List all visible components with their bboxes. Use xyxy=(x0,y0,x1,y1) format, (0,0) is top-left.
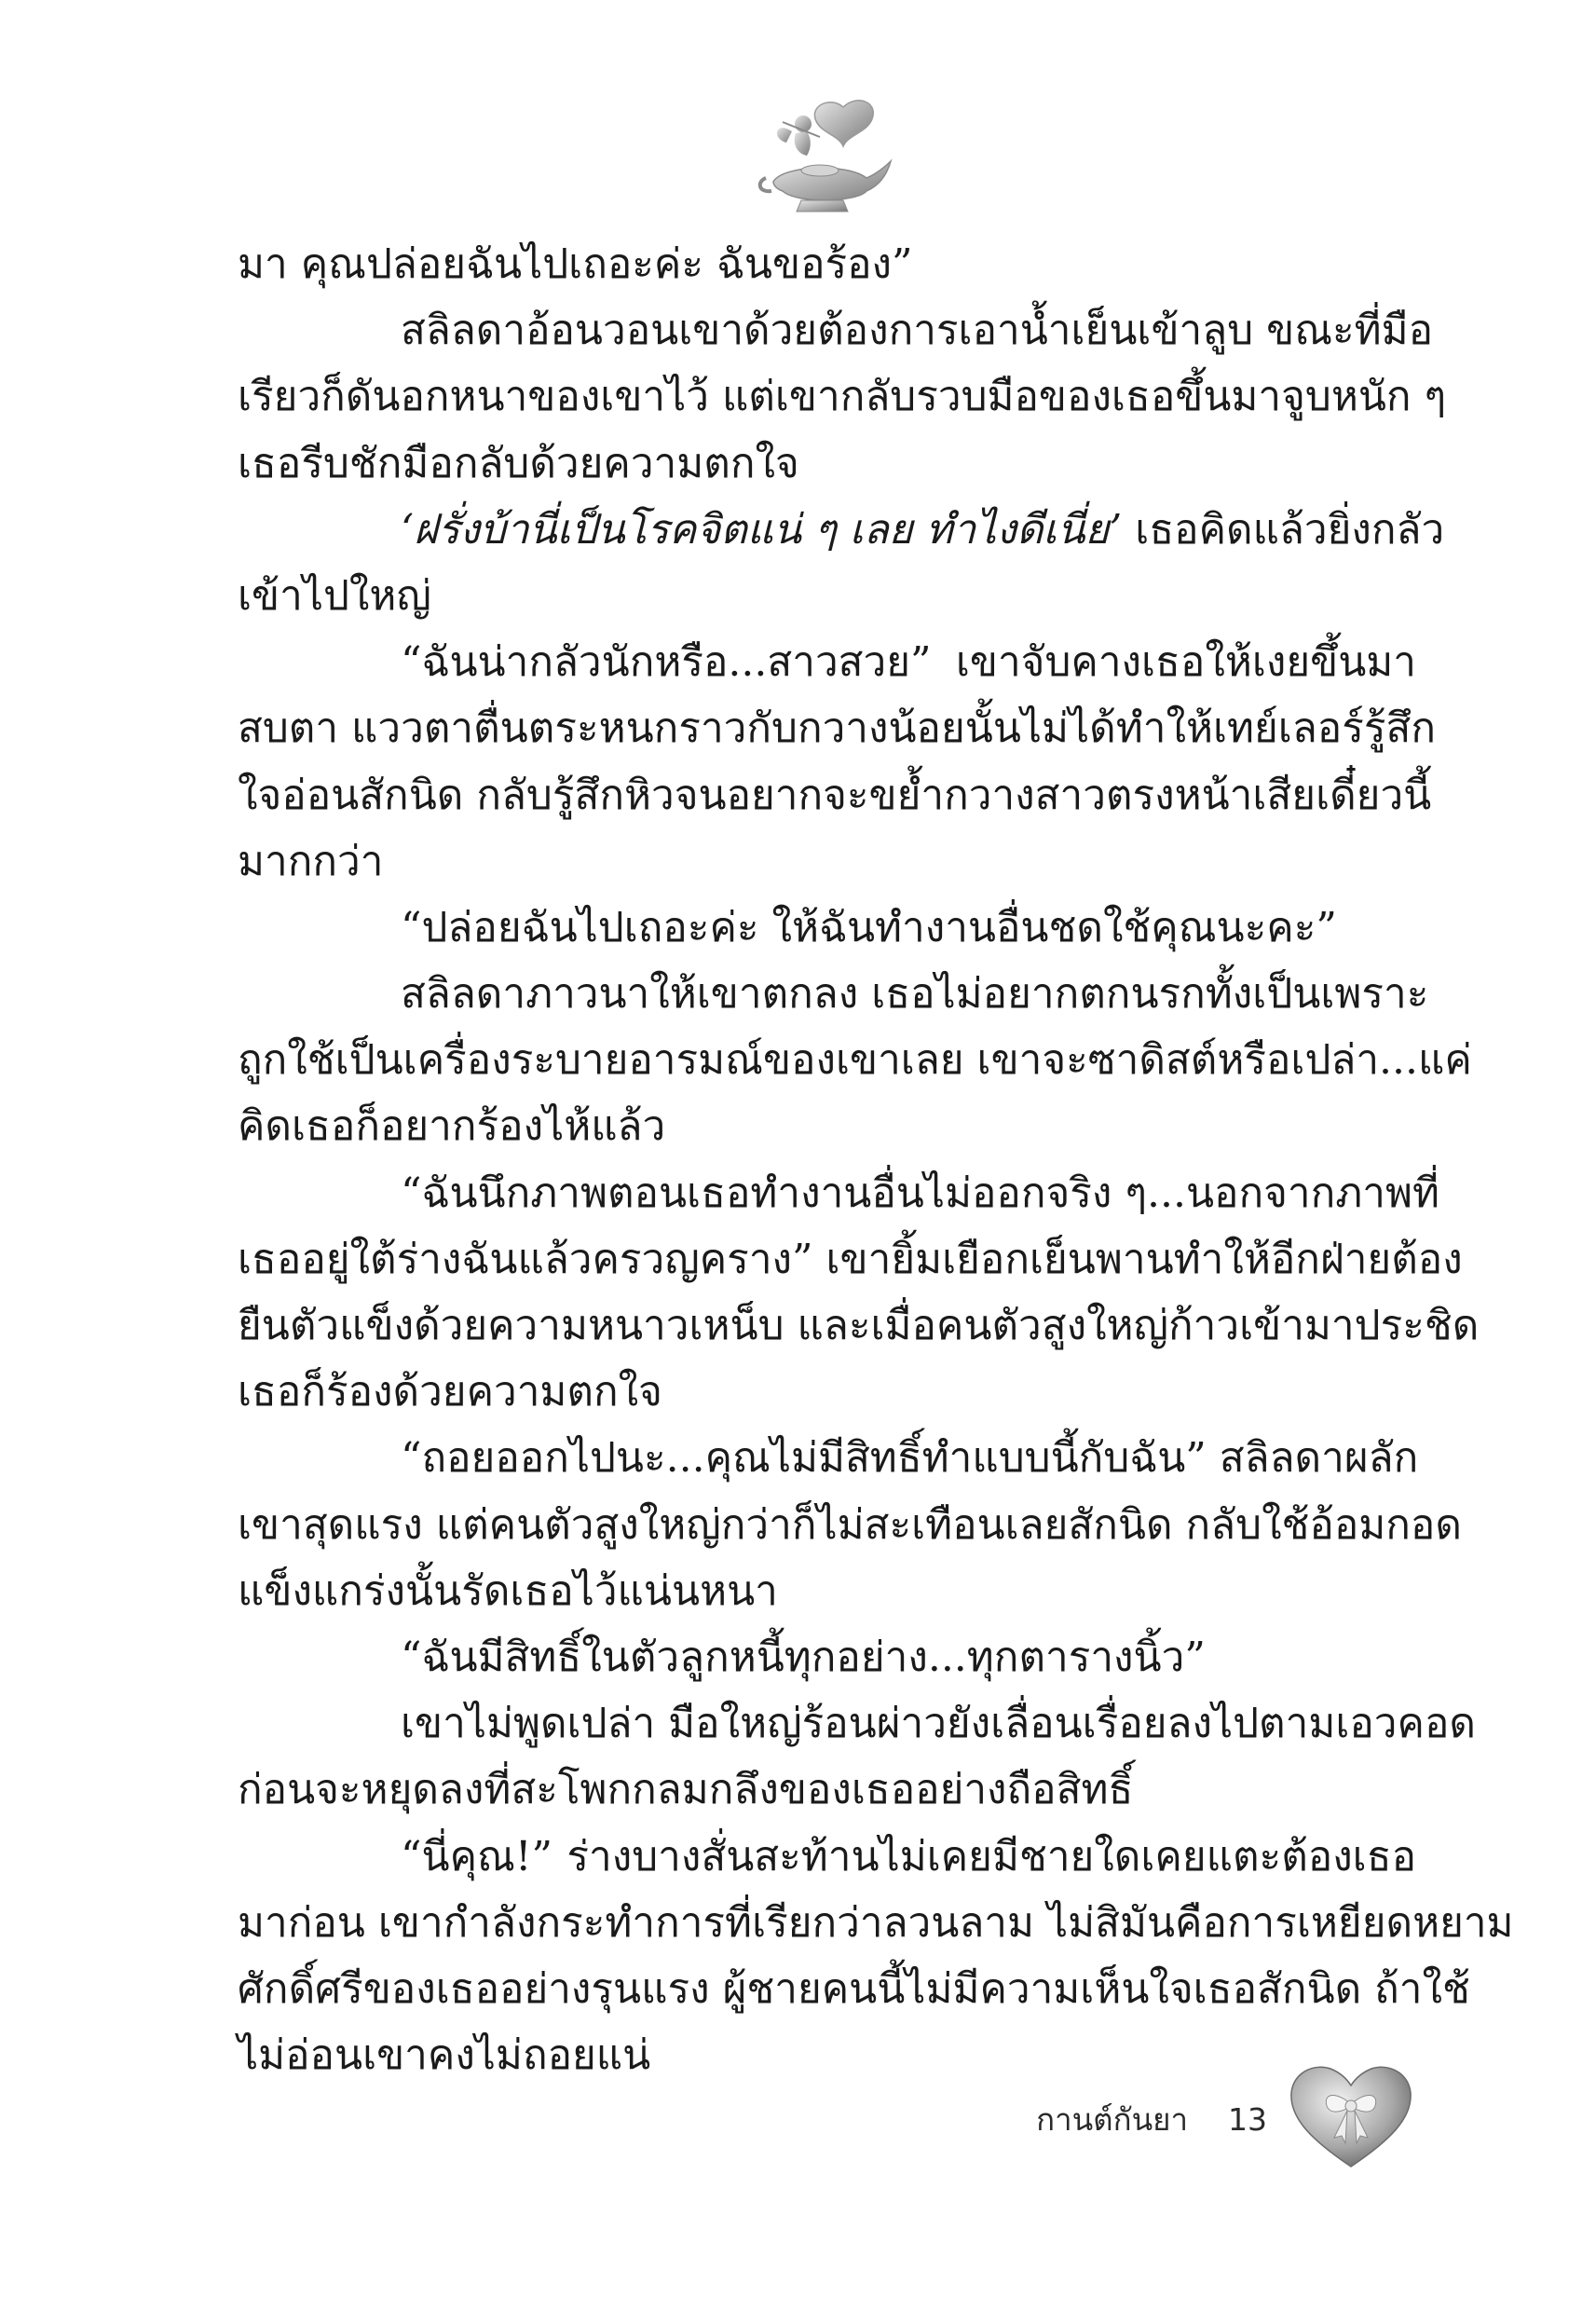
text-line: “นี่คุณ!” ร่างบางสั่นสะท้านไม่เคยมีชายใดเคยแตะต้องเธอ xyxy=(401,1832,1416,1880)
text-line: ใจอ่อนสักนิด กลับรู้สึกหิวจนอยากจะขย้ำกวางสาวตรงหน้าเสียเดี๋ยวนี้ xyxy=(238,771,1432,819)
page-number: 13 xyxy=(1228,2101,1267,2138)
text-line: มาก่อน เขากำลังกระทำการที่เรียกว่าลวนลาม ไม่สิมันคือการเหยียดหยาม xyxy=(238,1898,1514,1947)
text-line: ไม่อ่อนเขาคงไม่ถอยแน่ xyxy=(238,2031,651,2080)
book-title: กานต์กันยา xyxy=(1036,2101,1188,2138)
text-line: ก่อนจะหยุดลงที่สะโพกกลมกลึงของเธออย่างถือสิทธิ์ xyxy=(238,1766,1134,1814)
genie-lamp-with-cupid-icon xyxy=(755,89,894,219)
text-line: เขาไม่พูดเปล่า มือใหญ่ร้อนผ่าวยังเลื่อนเรื่อยลงไปตามเอวคอด xyxy=(401,1700,1476,1748)
text-line: “ฉันมีสิทธิ์ในตัวลูกหนี้ทุกอย่าง...ทุกตารางนิ้ว” xyxy=(401,1633,1206,1681)
italic-thought: ‘ฝรั่งบ้านี่เป็นโรคจิตแน่ ๆ เลย ทำไงดีเนี่ย’ xyxy=(401,505,1123,554)
text-line: มา คุณปล่อยฉันไปเถอะค่ะ ฉันขอร้อง” xyxy=(238,240,913,288)
text-line: “ฉันนึกภาพตอนเธอทำงานอื่นไม่ออกจริง ๆ...นอกจากภาพที่ xyxy=(401,1169,1439,1217)
text-line: “ปล่อยฉันไปเถอะค่ะ ให้ฉันทำงานอื่นชดใช้คุณนะคะ” xyxy=(401,903,1337,951)
text-line: “ฉันน่ากลัวนักหรือ...สาวสวย” เขาจับคางเธอให้เงยขึ้นมา xyxy=(401,638,1416,687)
text-line: “ถอยออกไปนะ...คุณไม่มีสิทธิ์ทำแบบนี้กับฉัน” สลิลดาผลัก xyxy=(401,1434,1419,1483)
heart-with-bow-icon xyxy=(1286,2059,1416,2171)
text-line: คิดเธอก็อยากร้องไห้แล้ว xyxy=(238,1102,666,1151)
text-line: ศักดิ์ศรีของเธออย่างรุนแรง ผู้ชายคนนี้ไม่มีความเห็นใจเธอสักนิด ถ้าใช้ xyxy=(238,1964,1470,2013)
text-line: ยืนตัวแข็งด้วยความหนาวเหน็บ และเมื่อคนตัวสูงใหญ่ก้าวเข้ามาประชิด xyxy=(238,1302,1480,1349)
text-line: สบตา แววตาตื่นตระหนกราวกับกวางน้อยนั้นไม่ได้ทำให้เทย์เลอร์รู้สึก xyxy=(238,704,1436,753)
text-line: สลิลดาอ้อนวอนเขาด้วยต้องการเอาน้ำเย็นเข้าลูบ ขณะที่มือ xyxy=(401,307,1434,355)
text-line: เข้าไปใหญ่ xyxy=(238,571,431,620)
text-span: เธอคิดแล้วยิ่งกลัว xyxy=(1122,505,1445,554)
text-line xyxy=(238,497,1445,563)
text-line: เธอก็ร้องด้วยความตกใจ xyxy=(238,1368,662,1416)
text-line: เขาสุดแรง แต่คนตัวสูงใหญ่กว่าก็ไม่สะเทือนเลยสักนิด กลับใช้อ้อมกอด xyxy=(238,1500,1462,1549)
text-line: สลิลดาภาวนาให้เขาตกลง เธอไม่อยากตกนรกทั้งเป็นเพราะ xyxy=(401,970,1429,1019)
text-line: มากกว่า xyxy=(238,837,384,885)
text-line: ถูกใช้เป็นเครื่องระบายอารมณ์ของเขาเลย เขาจะซาดิสต์หรือเปล่า...แค่ xyxy=(238,1036,1472,1085)
text-line: เธอรีบชักมือกลับด้วยความตกใจ xyxy=(238,439,799,487)
body-text xyxy=(238,231,1514,2088)
text-line: เธออยู่ใต้ร่างฉันแล้วครวญคราง” เขายิ้มเยือกเย็นพานทำให้อีกฝ่ายต้อง xyxy=(238,1235,1463,1283)
page-footer xyxy=(988,2095,1267,2144)
text-line: เรียวก็ดันอกหนาของเขาไว้ แต่เขากลับรวบมือของเธอขึ้นมาจูบหนัก ๆ xyxy=(238,373,1447,421)
text-line: แข็งแกร่งนั้นรัดเธอไว้แน่นหนา xyxy=(238,1566,778,1615)
